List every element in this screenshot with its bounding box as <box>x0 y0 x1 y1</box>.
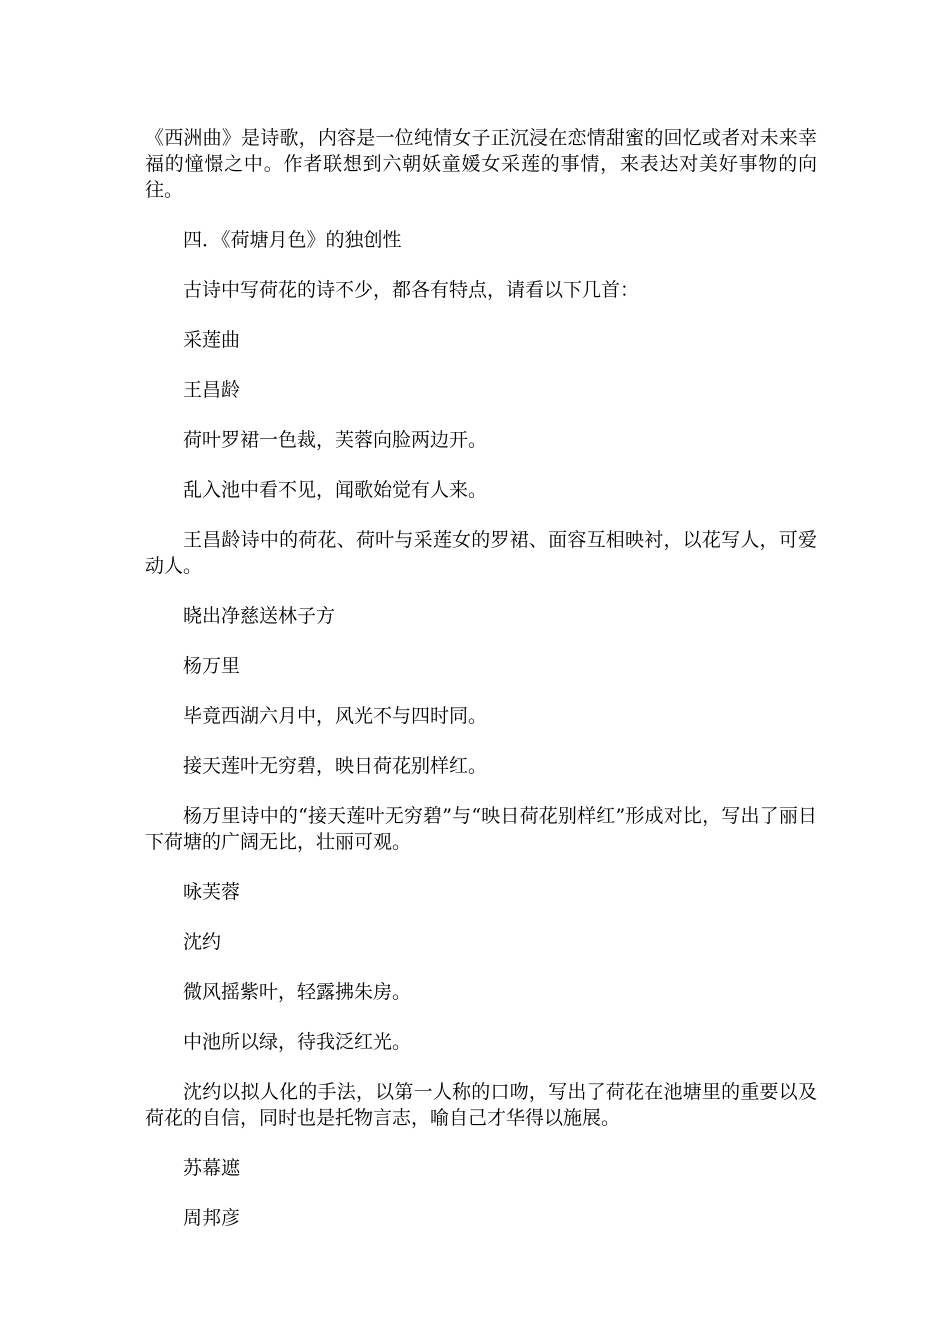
paragraph-intro: 古诗中写荷花的诗不少，都各有特点，请看以下几首： <box>183 279 640 301</box>
poem-line: 微风摇紫叶，轻露拂朱房。 <box>183 981 412 1003</box>
poem-commentary: 王昌龄诗中的荷花、荷叶与采莲女的罗裙、面容互相映衬，以花写人，可爱动人。 <box>145 529 817 577</box>
poem-author: 杨万里 <box>183 655 241 677</box>
poem-commentary: 沈约以拟人化的手法，以第一人称的口吻，写出了荷花在池塘里的重要以及荷花的自信，同时也是托物言志，喻自己才华得以施展。 <box>145 1081 817 1129</box>
poem-title: 晓出净慈送林子方 <box>183 605 336 627</box>
poem-line: 毕竟西湖六月中，风光不与四时同。 <box>183 705 488 727</box>
poem-commentary: 杨万里诗中的“接天莲叶无穷碧”与“映日荷花别样红”形成对比，写出了丽日下荷塘的广阔无比，壮丽可观。 <box>145 805 817 853</box>
document-body <box>145 125 817 1255</box>
section-heading: 四．《荷塘月色》的独创性 <box>183 229 402 251</box>
poem-line: 接天莲叶无穷碧，映日荷花别样红。 <box>183 755 488 777</box>
poem-line: 中池所以绿，待我泛红光。 <box>183 1031 412 1053</box>
poem-author: 周邦彦 <box>183 1207 241 1229</box>
poem-author: 沈约 <box>183 931 222 953</box>
poem-title: 采莲曲 <box>183 329 241 351</box>
poem-line: 乱入池中看不见，闻歌始觉有人来。 <box>183 479 488 501</box>
paragraph-xizhouqu-summary: 《西洲曲》是诗歌，内容是一位纯情女子正沉浸在恋情甜蜜的回忆或者对未来幸福的憧憬之中。作者联想到六朝妖童媛女采莲的事情，来表达对美好事物的向往。 <box>145 127 817 201</box>
poem-line: 荷叶罗裙一色裁，芙蓉向脸两边开。 <box>183 429 488 451</box>
poem-title: 咏芙蓉 <box>183 881 241 903</box>
poem-title: 苏幕遮 <box>183 1157 241 1179</box>
poem-author: 王昌龄 <box>183 379 241 401</box>
